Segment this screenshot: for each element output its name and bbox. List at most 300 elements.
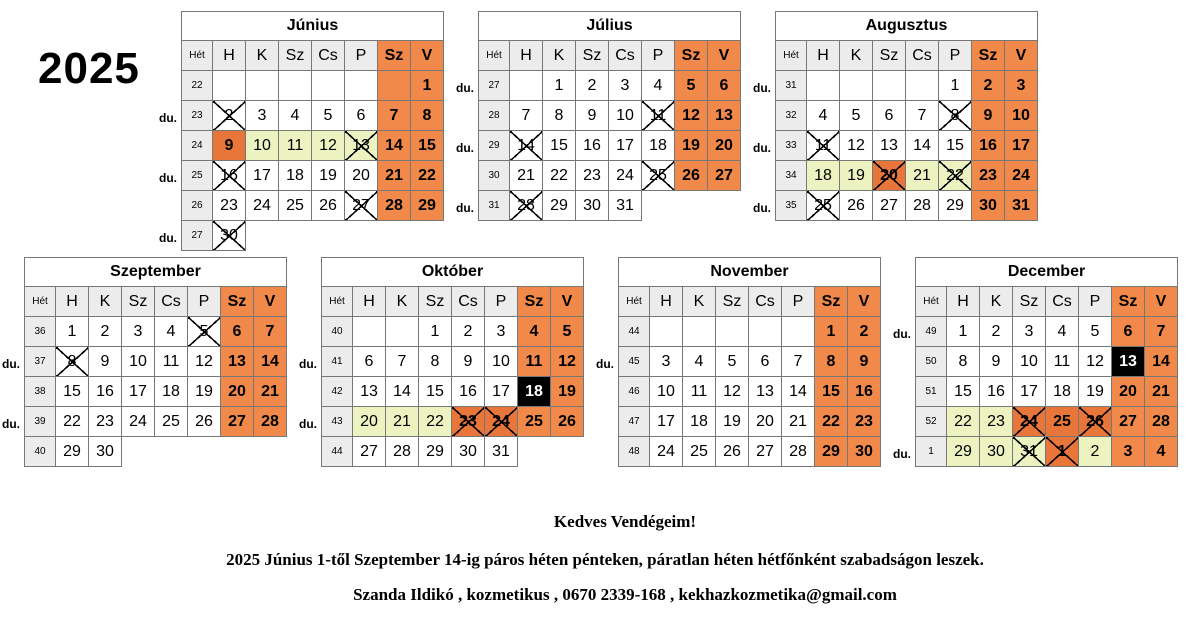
week-header: Hét	[182, 41, 213, 71]
day-cell: 7	[510, 101, 543, 131]
afternoon-marker: du.	[299, 357, 317, 371]
weekday-header: K	[386, 287, 419, 317]
day-cell: 8	[543, 101, 576, 131]
week-number: 28	[479, 101, 510, 131]
empty-cell	[807, 71, 840, 101]
day-cell: 22	[419, 407, 452, 437]
empty-cell	[551, 437, 584, 467]
afternoon-marker: du.	[456, 201, 474, 215]
day-cell: 2	[213, 101, 246, 131]
weekday-header: V	[551, 287, 584, 317]
empty-cell	[873, 71, 906, 101]
day-cell: 28	[510, 191, 543, 221]
day-cell: 19	[716, 407, 749, 437]
day-cell: 6	[749, 347, 782, 377]
weekday-header: Cs	[155, 287, 188, 317]
day-cell: 13	[1112, 347, 1145, 377]
day-cell: 15	[947, 377, 980, 407]
week-number: 25	[182, 161, 213, 191]
weekday-header: H	[947, 287, 980, 317]
day-cell: 23	[848, 407, 881, 437]
week-row	[619, 377, 881, 407]
week-number: 50	[916, 347, 947, 377]
weekday-header: H	[353, 287, 386, 317]
day-cell: 26	[840, 191, 873, 221]
day-cell: 2	[89, 317, 122, 347]
week-number: 24	[182, 131, 213, 161]
month-table	[24, 257, 287, 467]
weekday-header: P	[782, 287, 815, 317]
footer-greeting: Kedves Vendégeim!	[553, 512, 697, 531]
week-row	[182, 131, 444, 161]
day-cell: 20	[708, 131, 741, 161]
day-cell: 3	[1013, 317, 1046, 347]
day-cell: 17	[122, 377, 155, 407]
day-cell: 22	[939, 161, 972, 191]
week-number: 30	[479, 161, 510, 191]
week-row	[182, 101, 444, 131]
day-cell: 30	[972, 191, 1005, 221]
day-cell: 2	[452, 317, 485, 347]
weekday-header: P	[642, 41, 675, 71]
week-number: 46	[619, 377, 650, 407]
week-number: 40	[322, 317, 353, 347]
day-cell: 26	[188, 407, 221, 437]
month-table	[915, 257, 1178, 467]
day-cell: 3	[609, 71, 642, 101]
day-cell: 5	[840, 101, 873, 131]
month-table	[618, 257, 881, 467]
day-cell: 14	[906, 131, 939, 161]
day-cell: 8	[56, 347, 89, 377]
day-cell: 12	[716, 377, 749, 407]
day-cell: 29	[815, 437, 848, 467]
day-cell: 18	[642, 131, 675, 161]
afternoon-marker: du.	[753, 201, 771, 215]
week-row	[619, 407, 881, 437]
day-cell: 12	[312, 131, 345, 161]
month-title: Augusztus	[776, 12, 1038, 41]
afternoon-marker: du.	[753, 81, 771, 95]
day-cell: 12	[188, 347, 221, 377]
day-cell: 10	[650, 377, 683, 407]
day-cell: 13	[345, 131, 378, 161]
day-cell: 5	[551, 317, 584, 347]
afternoon-marker: du.	[456, 141, 474, 155]
afternoon-marker: du.	[159, 231, 177, 245]
day-cell: 5	[188, 317, 221, 347]
day-cell: 9	[848, 347, 881, 377]
day-cell: 30	[89, 437, 122, 467]
day-cell: 20	[749, 407, 782, 437]
day-cell: 3	[246, 101, 279, 131]
weekday-header: K	[980, 287, 1013, 317]
weekday-header: V	[254, 287, 287, 317]
day-cell: 4	[279, 101, 312, 131]
day-cell: 8	[939, 101, 972, 131]
day-cell: 29	[947, 437, 980, 467]
weekday-header: K	[246, 41, 279, 71]
week-row	[182, 191, 444, 221]
weekday-header: Cs	[906, 41, 939, 71]
day-cell: 1	[815, 317, 848, 347]
day-cell: 20	[873, 161, 906, 191]
day-cell: 10	[485, 347, 518, 377]
empty-cell	[708, 191, 741, 221]
week-row	[322, 377, 584, 407]
day-cell: 17	[485, 377, 518, 407]
day-cell: 1	[411, 71, 444, 101]
day-cell: 11	[683, 377, 716, 407]
week-number: 36	[25, 317, 56, 347]
week-row	[182, 221, 444, 251]
day-cell: 29	[56, 437, 89, 467]
day-cell: 21	[386, 407, 419, 437]
day-cell: 16	[452, 377, 485, 407]
weekday-header: Sz	[873, 41, 906, 71]
weekday-header: Sz	[1013, 287, 1046, 317]
empty-cell	[650, 317, 683, 347]
day-cell: 18	[518, 377, 551, 407]
month-title: November	[619, 258, 881, 287]
week-row	[619, 437, 881, 467]
week-number: 44	[322, 437, 353, 467]
week-row	[479, 191, 741, 221]
afternoon-marker: du.	[893, 327, 911, 341]
day-cell: 25	[279, 191, 312, 221]
week-header: Hét	[25, 287, 56, 317]
week-row	[776, 191, 1038, 221]
day-cell: 21	[782, 407, 815, 437]
day-cell: 16	[972, 131, 1005, 161]
weekday-header: V	[1005, 41, 1038, 71]
day-cell: 10	[246, 131, 279, 161]
day-cell: 20	[221, 377, 254, 407]
day-cell: 30	[452, 437, 485, 467]
month-table	[321, 257, 584, 467]
empty-cell	[353, 317, 386, 347]
day-cell: 25	[1046, 407, 1079, 437]
day-cell: 6	[221, 317, 254, 347]
empty-cell	[906, 71, 939, 101]
day-cell: 25	[155, 407, 188, 437]
empty-cell	[279, 221, 312, 251]
empty-cell	[675, 191, 708, 221]
day-cell: 27	[749, 437, 782, 467]
day-cell: 23	[452, 407, 485, 437]
day-cell: 9	[972, 101, 1005, 131]
day-cell: 9	[213, 131, 246, 161]
week-number: 44	[619, 317, 650, 347]
day-cell: 20	[1112, 377, 1145, 407]
day-cell: 12	[551, 347, 584, 377]
week-number: 47	[619, 407, 650, 437]
day-cell: 9	[452, 347, 485, 377]
weekday-header: Sz	[419, 287, 452, 317]
day-cell: 28	[254, 407, 287, 437]
week-row	[25, 437, 287, 467]
weekday-header: V	[1145, 287, 1178, 317]
month-table	[775, 11, 1038, 221]
day-cell: 4	[807, 101, 840, 131]
day-cell: 14	[1145, 347, 1178, 377]
month-calendar	[181, 11, 444, 251]
empty-cell	[378, 221, 411, 251]
weekday-header: H	[56, 287, 89, 317]
week-row	[322, 317, 584, 347]
empty-cell	[312, 71, 345, 101]
day-cell: 17	[1013, 377, 1046, 407]
month-calendar	[775, 11, 1038, 221]
day-cell: 2	[980, 317, 1013, 347]
day-cell: 10	[1005, 101, 1038, 131]
day-cell: 15	[939, 131, 972, 161]
weekday-header: V	[848, 287, 881, 317]
day-cell: 7	[378, 101, 411, 131]
afternoon-marker: du.	[159, 171, 177, 185]
day-cell: 5	[675, 71, 708, 101]
month-title: Október	[322, 258, 584, 287]
empty-cell	[749, 317, 782, 347]
footer-notice: 2025 Június 1-től Szeptember 14-ig páros héten pénteken, páratlan héten hétfőnként szabadságon leszek.	[226, 550, 984, 569]
day-cell: 4	[1145, 437, 1178, 467]
week-row	[322, 407, 584, 437]
day-cell: 27	[873, 191, 906, 221]
day-cell: 20	[345, 161, 378, 191]
day-cell: 15	[543, 131, 576, 161]
weekday-header: V	[411, 41, 444, 71]
empty-cell	[510, 71, 543, 101]
day-cell: 29	[419, 437, 452, 467]
day-cell: 5	[312, 101, 345, 131]
day-cell: 2	[1079, 437, 1112, 467]
weekday-header: Sz	[221, 287, 254, 317]
day-cell: 16	[980, 377, 1013, 407]
month-table	[181, 11, 444, 251]
week-number: 51	[916, 377, 947, 407]
day-cell: 27	[345, 191, 378, 221]
day-cell: 28	[1145, 407, 1178, 437]
day-cell: 7	[1145, 317, 1178, 347]
day-cell: 6	[873, 101, 906, 131]
day-cell: 22	[543, 161, 576, 191]
weekday-header: Sz	[1112, 287, 1145, 317]
weekday-header: Cs	[452, 287, 485, 317]
weekday-header: Sz	[518, 287, 551, 317]
day-cell: 23	[576, 161, 609, 191]
day-cell: 3	[1112, 437, 1145, 467]
day-cell: 8	[411, 101, 444, 131]
day-cell: 19	[840, 161, 873, 191]
day-cell: 14	[782, 377, 815, 407]
week-number: 32	[776, 101, 807, 131]
day-cell: 19	[312, 161, 345, 191]
week-number: 38	[25, 377, 56, 407]
day-cell: 10	[609, 101, 642, 131]
day-cell: 13	[873, 131, 906, 161]
day-cell: 4	[155, 317, 188, 347]
day-cell: 4	[518, 317, 551, 347]
day-cell: 27	[353, 437, 386, 467]
weekday-header: Sz	[716, 287, 749, 317]
day-cell: 1	[1046, 437, 1079, 467]
empty-cell	[312, 221, 345, 251]
weekday-header: H	[807, 41, 840, 71]
day-cell: 14	[378, 131, 411, 161]
day-cell: 17	[650, 407, 683, 437]
day-cell: 23	[972, 161, 1005, 191]
week-row	[776, 161, 1038, 191]
day-cell: 1	[56, 317, 89, 347]
week-number: 35	[776, 191, 807, 221]
day-cell: 24	[650, 437, 683, 467]
empty-cell	[683, 317, 716, 347]
weekday-header: K	[89, 287, 122, 317]
day-cell: 28	[386, 437, 419, 467]
weekday-header: P	[939, 41, 972, 71]
week-row	[776, 101, 1038, 131]
day-cell: 3	[650, 347, 683, 377]
day-cell: 26	[1079, 407, 1112, 437]
week-number: 43	[322, 407, 353, 437]
week-row	[25, 377, 287, 407]
day-cell: 1	[939, 71, 972, 101]
afternoon-marker: du.	[2, 417, 20, 431]
empty-cell	[716, 317, 749, 347]
afternoon-marker: du.	[456, 81, 474, 95]
week-row	[776, 131, 1038, 161]
day-cell: 13	[353, 377, 386, 407]
weekday-header: Cs	[312, 41, 345, 71]
empty-cell	[246, 221, 279, 251]
empty-cell	[518, 437, 551, 467]
day-cell: 24	[1005, 161, 1038, 191]
weekday-header: H	[213, 41, 246, 71]
day-cell: 31	[1005, 191, 1038, 221]
week-row	[479, 131, 741, 161]
day-cell: 21	[378, 161, 411, 191]
day-cell: 29	[543, 191, 576, 221]
empty-cell	[279, 71, 312, 101]
day-cell: 27	[708, 161, 741, 191]
weekday-header: Cs	[1046, 287, 1079, 317]
day-cell: 18	[1046, 377, 1079, 407]
day-cell: 19	[551, 377, 584, 407]
week-number: 45	[619, 347, 650, 377]
day-cell: 22	[411, 161, 444, 191]
day-cell: 10	[122, 347, 155, 377]
day-cell: 23	[89, 407, 122, 437]
weekday-header: P	[485, 287, 518, 317]
day-cell: 24	[246, 191, 279, 221]
weekday-header: V	[708, 41, 741, 71]
day-cell: 31	[485, 437, 518, 467]
day-cell: 7	[906, 101, 939, 131]
week-number: 34	[776, 161, 807, 191]
day-cell: 28	[378, 191, 411, 221]
week-row	[916, 407, 1178, 437]
day-cell: 1	[947, 317, 980, 347]
empty-cell	[782, 317, 815, 347]
week-row	[916, 437, 1178, 467]
day-cell: 26	[716, 437, 749, 467]
day-cell: 23	[213, 191, 246, 221]
week-number: 27	[182, 221, 213, 251]
day-cell: 17	[609, 131, 642, 161]
day-cell: 20	[353, 407, 386, 437]
weekday-header: P	[1079, 287, 1112, 317]
day-cell: 21	[906, 161, 939, 191]
day-cell: 8	[419, 347, 452, 377]
day-cell: 11	[155, 347, 188, 377]
week-number: 22	[182, 71, 213, 101]
month-calendar	[478, 11, 741, 221]
day-cell: 18	[807, 161, 840, 191]
day-cell: 22	[947, 407, 980, 437]
week-row	[479, 71, 741, 101]
week-row	[479, 161, 741, 191]
day-cell: 9	[576, 101, 609, 131]
week-row	[619, 317, 881, 347]
day-cell: 3	[485, 317, 518, 347]
weekday-header: Sz	[972, 41, 1005, 71]
day-cell: 3	[1005, 71, 1038, 101]
empty-cell	[642, 191, 675, 221]
week-number: 40	[25, 437, 56, 467]
week-row	[25, 347, 287, 377]
week-number: 26	[182, 191, 213, 221]
day-cell: 7	[254, 317, 287, 347]
weekday-header: K	[683, 287, 716, 317]
empty-cell	[155, 437, 188, 467]
weekday-header: K	[840, 41, 873, 71]
day-cell: 30	[576, 191, 609, 221]
day-cell: 21	[1145, 377, 1178, 407]
day-cell: 2	[576, 71, 609, 101]
footer-contact: Szanda Ildikó , kozmetikus , 0670 2339-168 , kekhazkozmetika@gmail.com	[353, 585, 897, 604]
week-header: Hét	[479, 41, 510, 71]
week-number: 37	[25, 347, 56, 377]
day-cell: 3	[122, 317, 155, 347]
day-cell: 2	[972, 71, 1005, 101]
day-cell: 30	[980, 437, 1013, 467]
month-title: Június	[182, 12, 444, 41]
week-row	[776, 71, 1038, 101]
day-cell: 25	[683, 437, 716, 467]
week-number: 52	[916, 407, 947, 437]
month-calendar	[24, 257, 287, 467]
day-cell: 19	[1079, 377, 1112, 407]
week-number: 27	[479, 71, 510, 101]
month-table	[478, 11, 741, 221]
day-cell: 2	[848, 317, 881, 347]
empty-cell	[345, 71, 378, 101]
day-cell: 25	[518, 407, 551, 437]
day-cell: 19	[188, 377, 221, 407]
day-cell: 27	[221, 407, 254, 437]
day-cell: 26	[675, 161, 708, 191]
weekday-header: P	[345, 41, 378, 71]
month-calendar	[618, 257, 881, 467]
day-cell: 17	[1005, 131, 1038, 161]
day-cell: 8	[815, 347, 848, 377]
weekday-header: Sz	[378, 41, 411, 71]
day-cell: 18	[155, 377, 188, 407]
day-cell: 11	[642, 101, 675, 131]
day-cell: 30	[213, 221, 246, 251]
week-row	[619, 347, 881, 377]
weekday-header: K	[543, 41, 576, 71]
